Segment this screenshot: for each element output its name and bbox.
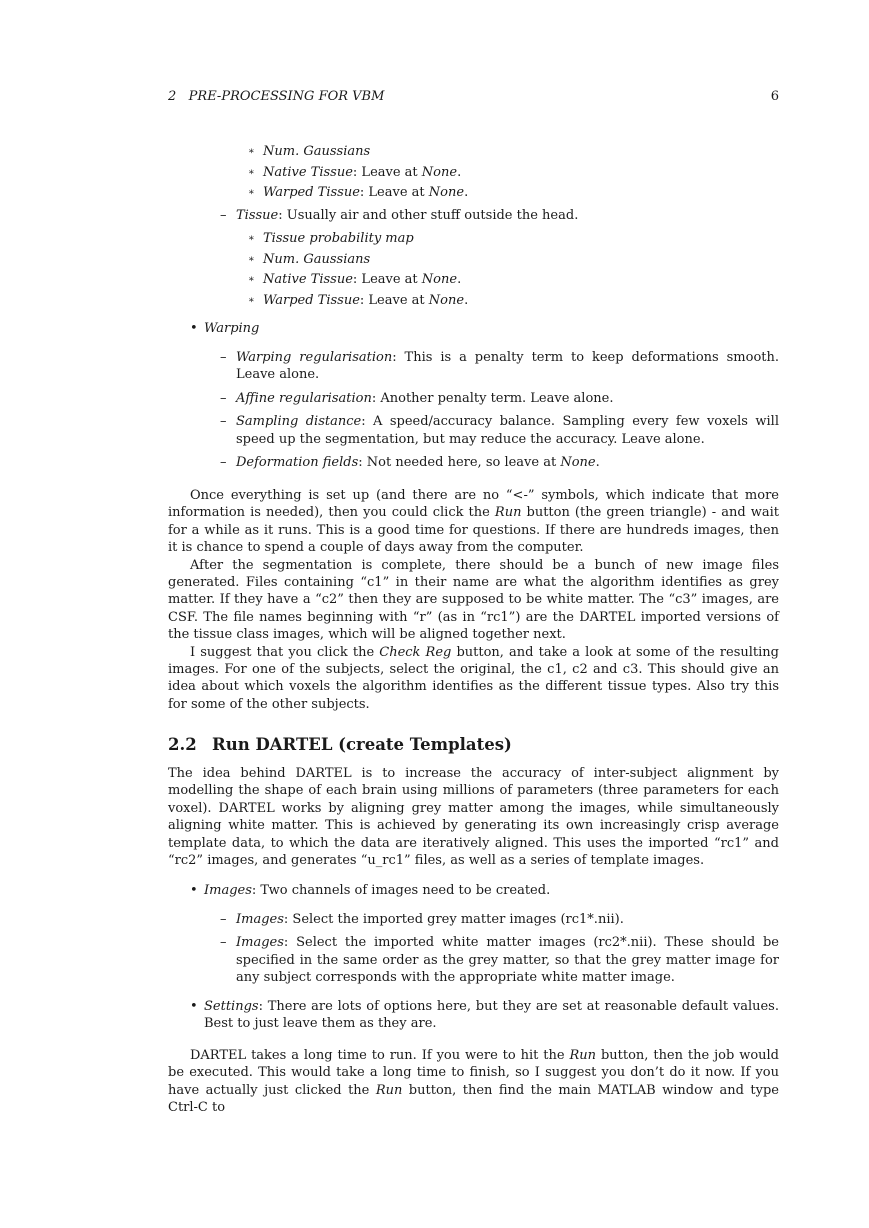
section-number: 2.2 <box>168 735 197 754</box>
section-title: Run DARTEL (create Templates) <box>212 735 512 754</box>
asterisk-bullet-icon: ∗ <box>248 166 255 178</box>
asterisk-bullet-icon: ∗ <box>248 233 255 244</box>
section-intro <box>168 765 779 869</box>
page-number: 6 <box>770 89 779 104</box>
dash-bullet-icon: – <box>220 455 227 471</box>
list-item: – Warping regularisation: This is a penalty term to keep deformations smooth. Leave alone. <box>220 350 780 383</box>
list-item: ∗ Native Tissue: Leave at None. <box>248 272 462 288</box>
dash-bullet-icon: – <box>220 390 227 406</box>
tissue-options-list <box>168 143 779 205</box>
tissue-sublist <box>168 230 779 312</box>
running-header <box>168 88 779 105</box>
list-item: – Images: Select the imported white matter images (rc2*.nii). These should be specified in the same order as the grey matter, so that the grey matter image for any subject corresponds with the appropriate white matter image. <box>220 935 779 986</box>
asterisk-bullet-icon: ∗ <box>248 253 255 265</box>
header-section-title: 2 PRE-PROCESSING FOR VBM <box>168 89 385 104</box>
asterisk-bullet-icon: ∗ <box>248 146 255 157</box>
dash-bullet-icon: – <box>220 414 227 430</box>
bullet-icon: • <box>190 321 198 336</box>
list-item: ∗ Tissue probability map <box>248 231 414 246</box>
warping-item: • Warping <box>190 321 260 336</box>
list-item: ∗ Warped Tissue: Leave at None. <box>248 185 469 201</box>
paragraph: After the segmentation is complete, there should be a bunch of new image files generated. Files containing “c1” in their name are what the algorithm identifies as grey matter. If they have a “c2” then they are supposed to be white matter. The “c3” images, are CSF. The file names beginning with “r” (as in “rc1”) are the DARTEL imported versions of the tissue class images, which will be aligned together next. <box>168 557 779 643</box>
asterisk-bullet-icon: ∗ <box>248 187 255 199</box>
list-item: ∗ Warped Tissue: Leave at None. <box>248 292 469 308</box>
paragraph: Once everything is set up (and there are no “<-” symbols, which indicate that more information is needed), then you could click the Run button (the green triangle) - and wait for a while as it runs. This is a good time for questions. If there are hundreds images, then it is chance to spend a couple of days away from the computer. <box>168 488 779 556</box>
tissue-item: – Tissue: Usually air and other stuff outside the head. <box>220 208 579 223</box>
body-paragraphs <box>168 487 779 713</box>
list-item: – Deformation fields: Not needed here, so leave at None. <box>220 455 600 471</box>
section-heading <box>168 735 779 755</box>
dash-bullet-icon: – <box>220 350 227 365</box>
warping-sublist <box>168 349 779 471</box>
images-item: • Images: Two channels of images need to be created. <box>190 883 551 898</box>
list-item: – Images: Select the imported grey matter images (rc1*.nii). <box>220 912 624 927</box>
settings-item: • Settings: There are lots of options here, but they are set at reasonable default values. Best to just leave them as they are. <box>190 999 779 1032</box>
images-sublist <box>168 911 779 987</box>
bullet-icon: • <box>190 883 198 898</box>
closing-paragraph <box>168 1047 779 1117</box>
asterisk-bullet-icon: ∗ <box>248 274 255 286</box>
asterisk-bullet-icon: ∗ <box>248 294 255 306</box>
list-item: ∗ Native Tissue: Leave at None. <box>248 164 462 180</box>
dash-bullet-icon: – <box>220 208 227 223</box>
dash-bullet-icon: – <box>220 935 227 951</box>
list-item: – Affine regularisation: Another penalty term. Leave alone. <box>220 390 614 406</box>
bullet-icon: • <box>190 999 198 1014</box>
paragraph: I suggest that you click the Check Reg button, and take a look at some of the resulting images. For one of the subjects, select the original, the c1, c2 and c3. This should give an idea about which voxels the algorithm identifies as the different tissue types. Also try this for some of the other subjects. <box>168 644 779 712</box>
list-item: ∗ Num. Gaussians <box>248 251 371 267</box>
paragraph: The idea behind DARTEL is to increase the accuracy of inter-subject alignment by modelling the shape of each brain using millions of parameters (three parameters for each voxel). DARTEL works by aligning grey matter among the images, while simultaneously aligning white matter. This is achieved by generating its own increasingly crisp average template data, to which the data are iteratively aligned. This uses the imported “rc1” and “rc2” images, and generates “u_rc1” files, as well as a series of template images. <box>168 766 779 869</box>
paragraph: DARTEL takes a long time to run. If you were to hit the Run button, then the job would be executed. This would take a long time to finish, so I suggest you don’t do it now. If you have actually just clicked the Run button, then find the main MATLAB window and type Ctrl-C to <box>168 1048 780 1116</box>
dash-bullet-icon: – <box>220 912 227 927</box>
list-item: – Sampling distance: A speed/accuracy balance. Sampling every few voxels will speed up the segmentation, but may reduce the accuracy. Leave alone. <box>220 414 780 447</box>
list-item: ∗ Num. Gaussians <box>248 144 371 159</box>
